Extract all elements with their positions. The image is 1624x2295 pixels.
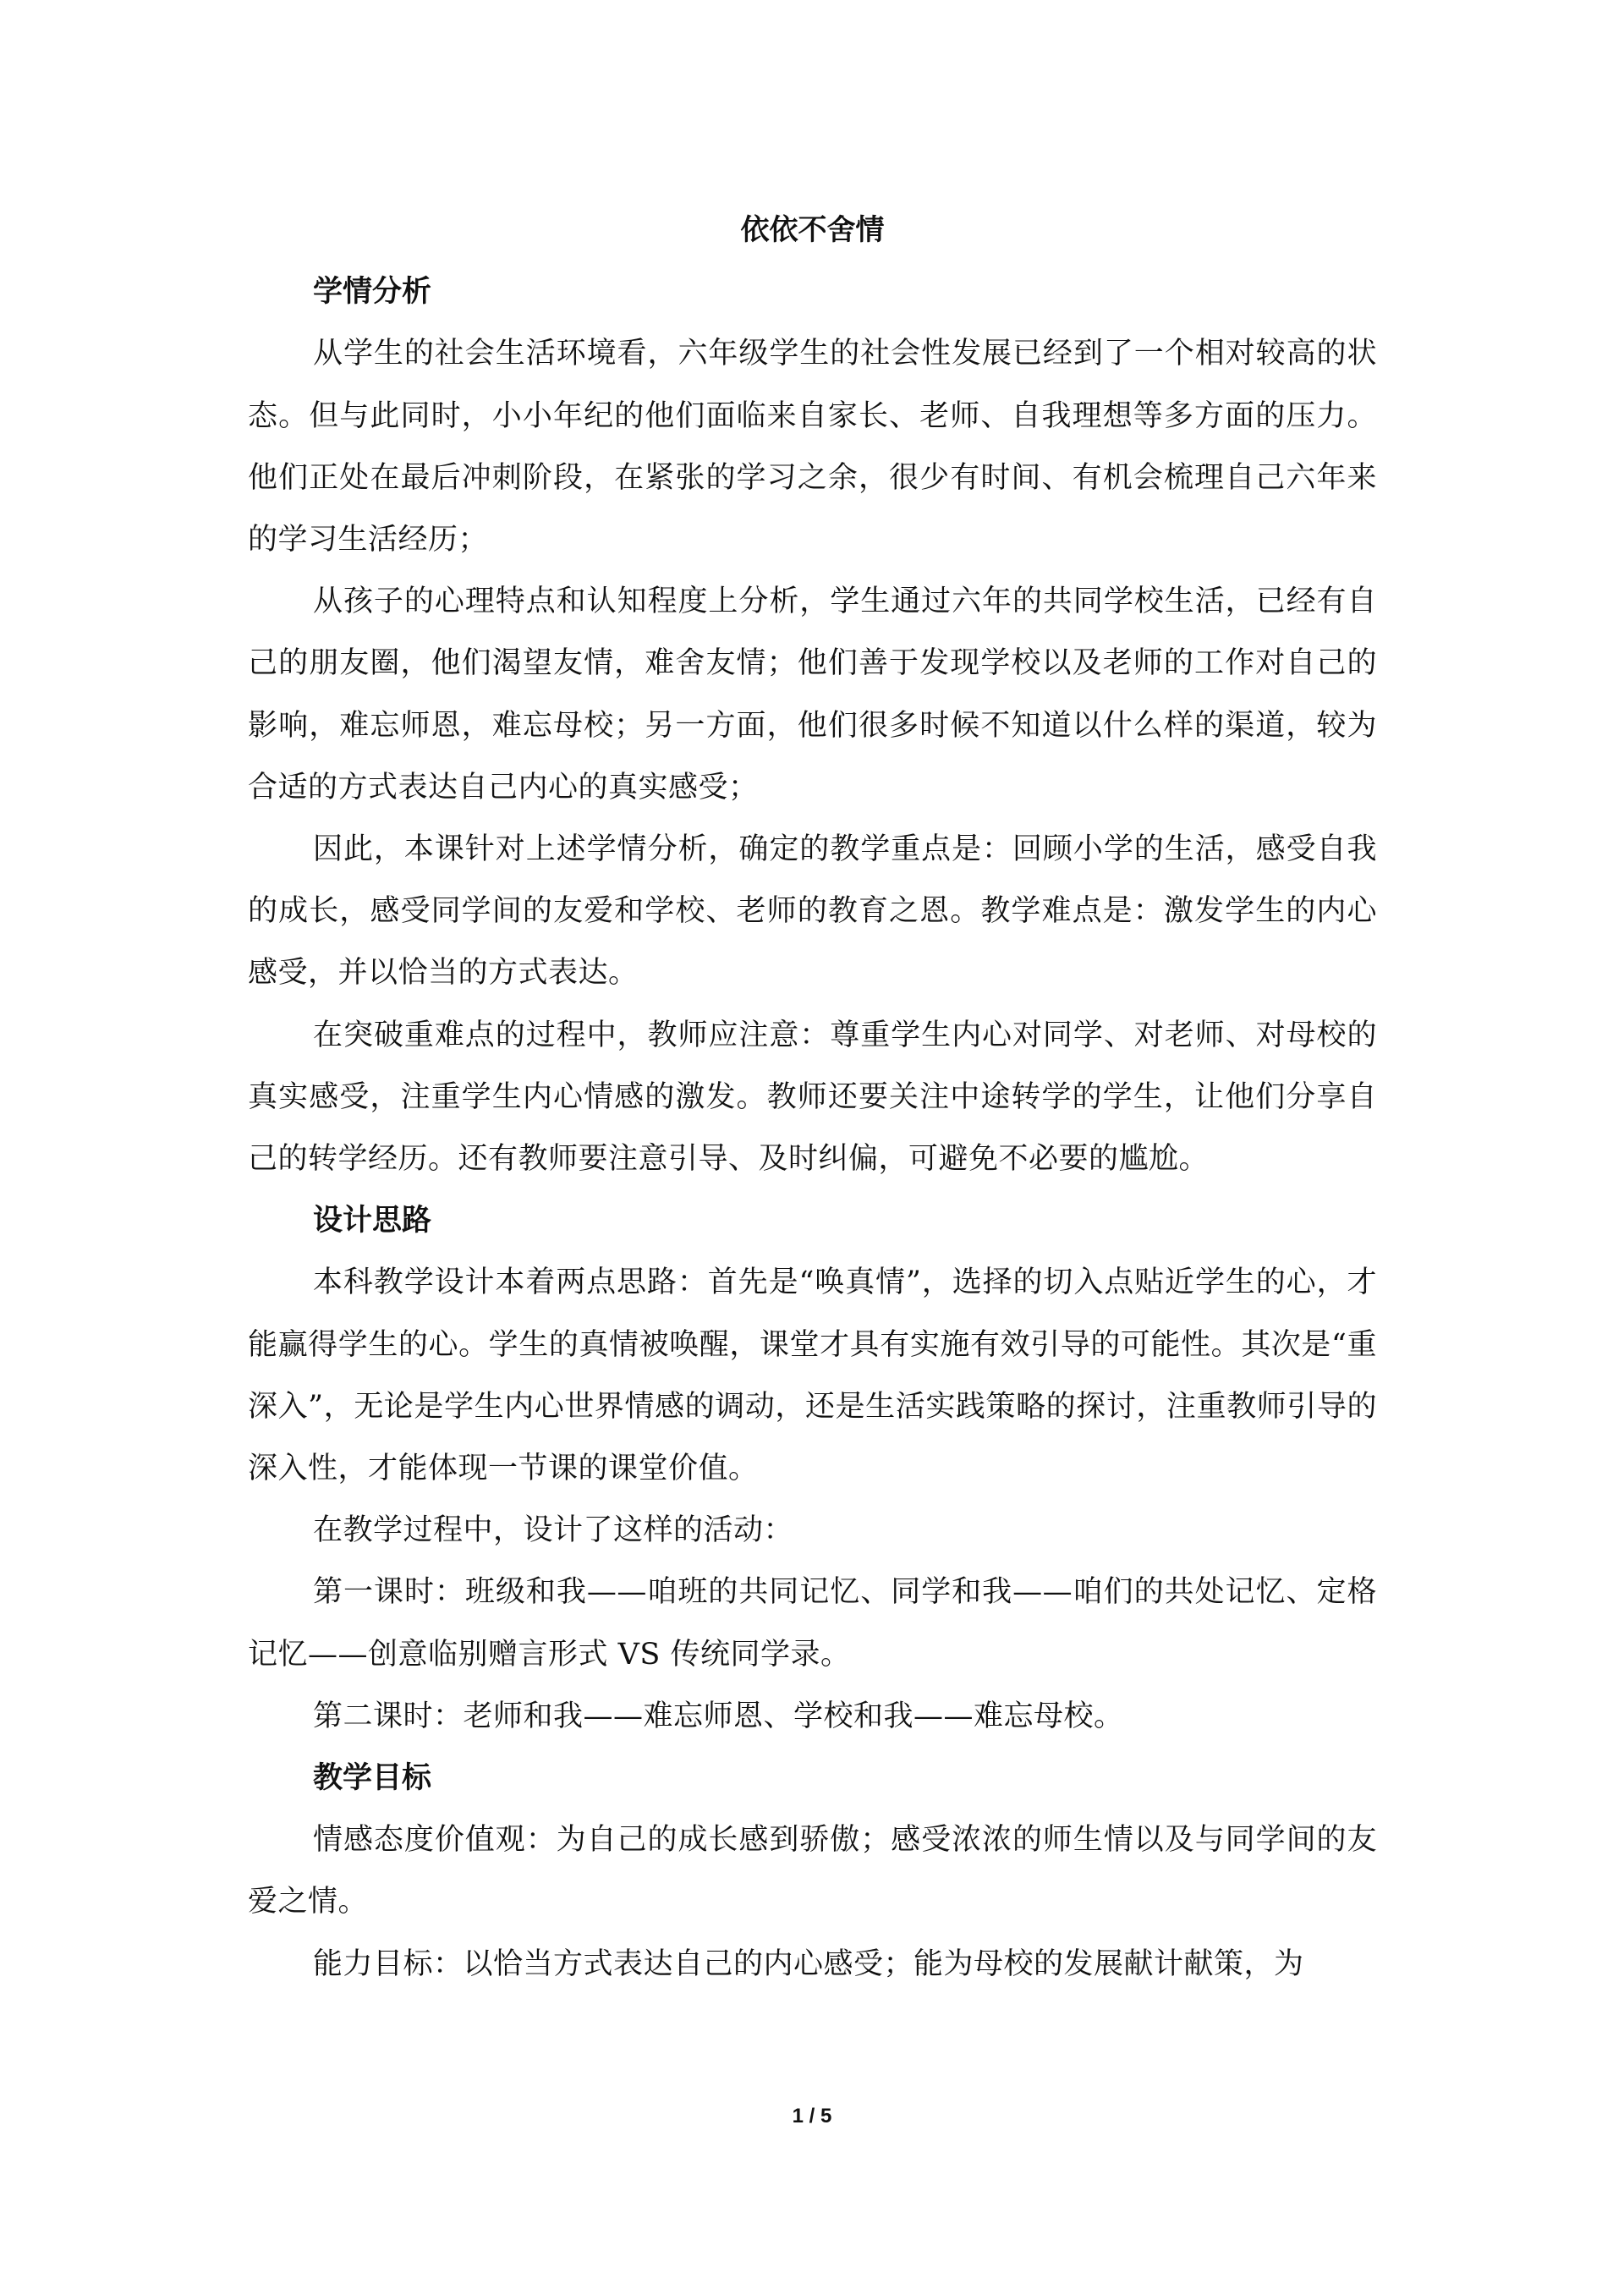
paragraph: 第一课时：班级和我——咱班的共同记忆、同学和我——咱们的共处记忆、定格记忆——创意临别赠言形式 VS 传统同学录。	[248, 1575, 1377, 1672]
paragraph: 本科教学设计本着两点思路：首先是“唤真情”，选择的切入点贴近学生的心，才能赢得学生的心。学生的真情被唤醒，课堂才具有实施有效引导的可能性。其次是“重深入”，无论是学生内心世界情感的调动，还是生活实践策略的探讨，注重教师引导的深入性，才能体现一节课的课堂价值。	[248, 1266, 1377, 1486]
page-number: 1 / 5	[792, 2105, 832, 2128]
paragraph: 从学生的社会生活环境看，六年级学生的社会性发展已经到了一个相对较高的状态。但与此同时，小小年纪的他们面临来自家长、老师、自我理想等多方面的压力。他们正处在最后冲刺阶段，在紧张的学习之余，很少有时间、有机会梳理自己六年来的学习生活经历；	[248, 337, 1377, 557]
paragraph: 第二课时：老师和我——难忘师恩、学校和我——难忘母校。	[313, 1699, 1124, 1733]
paragraph: 从孩子的心理特点和认知程度上分析，学生通过六年的共同学校生活，已经有自己的朋友圈，他们渴望友情，难舍友情；他们善于发现学校以及老师的工作对自己的影响，难忘师恩，难忘母校；另一方面，他们很多时候不知道以什么样的渠道，较为合适的方式表达自己内心的真实感受；	[248, 585, 1377, 804]
section-heading-teaching-goals: 教学目标	[313, 1761, 432, 1796]
paragraph: 在教学过程中，设计了这样的活动：	[313, 1513, 794, 1548]
section-heading-student-analysis: 学情分析	[313, 275, 432, 310]
paragraph: 在突破重难点的过程中，教师应注意：尊重学生内心对同学、对老师、对母校的真实感受，注重学生内心情感的激发。教师还要关注中途转学的学生，让他们分享自己的转学经历。还有教师要注意引导、及时纠偏，可避免不必要的尴尬。	[248, 1018, 1377, 1177]
paragraph: 因此，本课针对上述学情分析，确定的教学重点是：回顾小学的生活，感受自我的成长，感受同学间的友爱和学校、老师的教育之恩。教学难点是：激发学生的内心感受，并以恰当的方式表达。	[248, 832, 1377, 991]
document-title: 依依不舍情	[740, 213, 885, 247]
section-heading-design-idea: 设计思路	[313, 1204, 432, 1238]
paragraph: 情感态度价值观：为自己的成长感到骄傲；感受浓浓的师生情以及与同学间的友爱之情。	[248, 1823, 1377, 1919]
paragraph: 能力目标：以恰当方式表达自己的内心感受；能为母校的发展献计献策，为	[313, 1946, 1304, 1981]
document-body	[248, 200, 1377, 1996]
